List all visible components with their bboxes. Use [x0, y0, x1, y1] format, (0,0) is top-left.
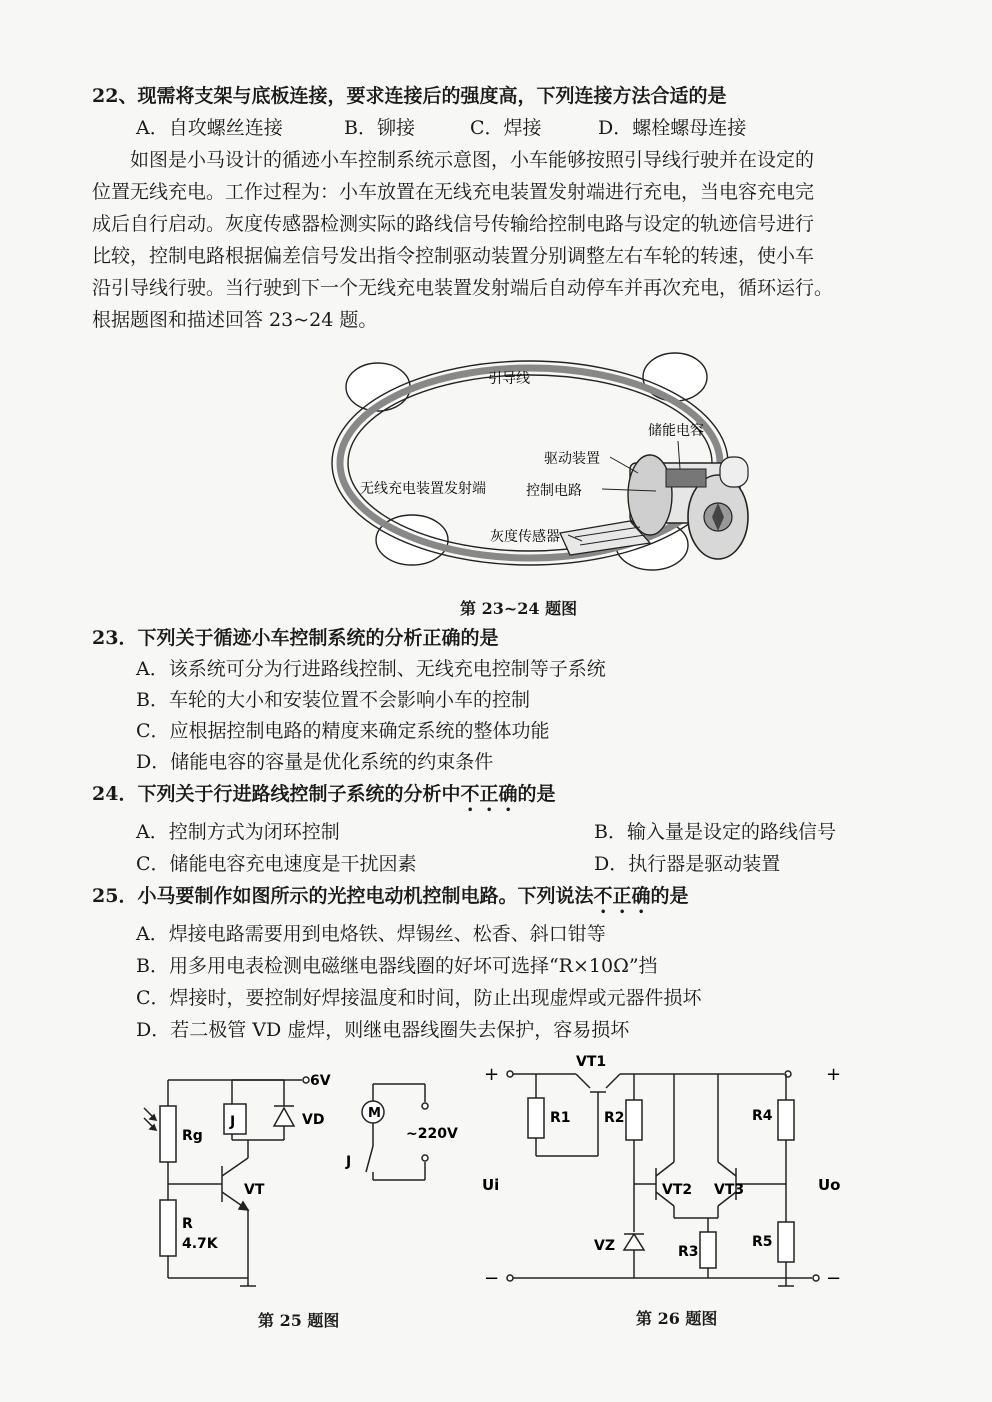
q22-option-b: B．铆接 — [344, 117, 415, 139]
intro-line-2: 位置无线充电。工作过程为：小车放置在无线充电装置发射端进行充电，当电容充电完 — [92, 181, 815, 203]
q22-option-d: D．螺栓螺母连接 — [598, 117, 747, 139]
label-vz: VZ — [594, 1238, 615, 1254]
q25-option-c: C．焊接时，要控制好焊接温度和时间，防止出现虚焊或元器件损坏 — [136, 987, 702, 1009]
label-6v: 6V — [310, 1073, 331, 1089]
label-plus-right: + — [826, 1064, 842, 1085]
figure-26-caption: 第 26 题图 — [636, 1309, 718, 1328]
label-minus-left: − — [484, 1268, 500, 1289]
label-r-value: 4.7K — [182, 1236, 218, 1252]
label-r5: R5 — [752, 1234, 773, 1250]
label-wireless-transmitter: 无线充电装置发射端 — [360, 481, 486, 497]
q24-option-a: A．控制方式为闭环控制 — [136, 821, 340, 843]
q23-option-b: B．车轮的大小和安装位置不会影响小车的控制 — [136, 689, 530, 711]
q25-stem — [92, 884, 688, 918]
label-r1: R1 — [550, 1110, 571, 1126]
label-relay-j: J — [230, 1114, 236, 1130]
label-rg: Rg — [182, 1128, 203, 1144]
q24-stem-emphasis: 不正确 — [460, 783, 518, 805]
label-minus-right: − — [826, 1268, 842, 1289]
q24-stem-part-b: 的是 — [517, 783, 556, 805]
intro-line-6: 根据题图和描述回答 23~24 题。 — [92, 309, 378, 331]
q24-stem — [92, 782, 555, 816]
q22-option-c: C．焊接 — [470, 117, 542, 139]
q25-stem-emphasis: 不正确 — [593, 885, 651, 907]
q25-stem-part-b: 的是 — [650, 885, 689, 907]
q23-stem: 23．下列关于循迹小车控制系统的分析正确的是 — [92, 627, 499, 649]
q24-option-c: C．储能电容充电速度是干扰因素 — [136, 853, 417, 875]
label-r: R — [182, 1216, 193, 1232]
label-r4: R4 — [752, 1108, 773, 1124]
label-uo: Uo — [818, 1176, 841, 1194]
label-grayscale-sensor: 灰度传感器 — [490, 529, 560, 545]
q24-option-b: B．输入量是设定的路线信号 — [594, 821, 836, 843]
q25-option-a: A．焊接电路需要用到电烙铁、焊锡丝、松香、斜口钳等 — [136, 923, 606, 945]
figure-26-circuit — [478, 1052, 858, 1292]
figure-23-24 — [320, 345, 820, 585]
q24-option-d: D．执行器是驱动装置 — [594, 853, 781, 875]
label-plus-left: + — [484, 1064, 500, 1085]
label-vt: VT — [244, 1182, 265, 1198]
q22-stem: 22、现需将支架与底板连接，要求连接后的强度高，下列连接方法合适的是 — [92, 85, 727, 107]
q25-stem-part-a: 25．小马要制作如图所示的光控电动机控制电路。下列说法 — [92, 885, 594, 907]
label-ui: Ui — [482, 1176, 500, 1194]
label-r3: R3 — [678, 1244, 699, 1260]
q23-option-a: A．该系统可分为行进路线控制、无线充电控制等子系统 — [136, 658, 606, 680]
figure-23-24-caption: 第 23~24 题图 — [460, 599, 578, 618]
figure-25-circuit — [130, 1060, 460, 1300]
label-r2: R2 — [604, 1110, 625, 1126]
label-motor-m: M — [368, 1106, 381, 1121]
intro-line-3: 成后自行启动。灰度传感器检测实际的路线信号传输给控制电路与设定的轨迹信号进行 — [92, 213, 815, 235]
label-220v: ~220V — [406, 1126, 458, 1142]
label-drive: 驱动装置 — [544, 451, 600, 467]
label-switch-j: J — [346, 1154, 352, 1170]
q23-option-d: D．储能电容的容量是优化系统的约束条件 — [136, 751, 494, 773]
label-vt1: VT1 — [576, 1054, 607, 1070]
label-vt3: VT3 — [714, 1182, 745, 1198]
label-guide-line: 引导线 — [488, 371, 530, 387]
intro-line-5: 沿引导线行驶。当行驶到下一个无线充电装置发射端后自动停车并再次充电，循环运行。 — [92, 277, 834, 299]
label-control-circuit: 控制电路 — [526, 483, 582, 499]
q25-option-d: D．若二极管 VD 虚焊，则继电器线圈失去保护，容易损坏 — [136, 1019, 630, 1041]
intro-line-4: 比较，控制电路根据偏差信号发出指令控制驱动装置分别调整左右车轮的转速，使小车 — [92, 245, 815, 267]
label-capacitor: 储能电容 — [648, 423, 704, 439]
intro-line-1: 如图是小马设计的循迹小车控制系统示意图，小车能够按照引导线行驶并在设定的 — [130, 149, 815, 171]
q22-option-a: A．自攻螺丝连接 — [136, 117, 283, 139]
figure-25-caption: 第 25 题图 — [258, 1311, 340, 1330]
q23-option-c: C．应根据控制电路的精度来确定系统的整体功能 — [136, 720, 550, 742]
label-vt2: VT2 — [662, 1182, 693, 1198]
q25-option-b: B．用多用电表检测电磁继电器线圈的好坏可选择“R×10Ω”挡 — [136, 955, 658, 977]
label-vd: VD — [302, 1112, 325, 1128]
q24-stem-part-a: 24．下列关于行进路线控制子系统的分析中 — [92, 783, 461, 805]
